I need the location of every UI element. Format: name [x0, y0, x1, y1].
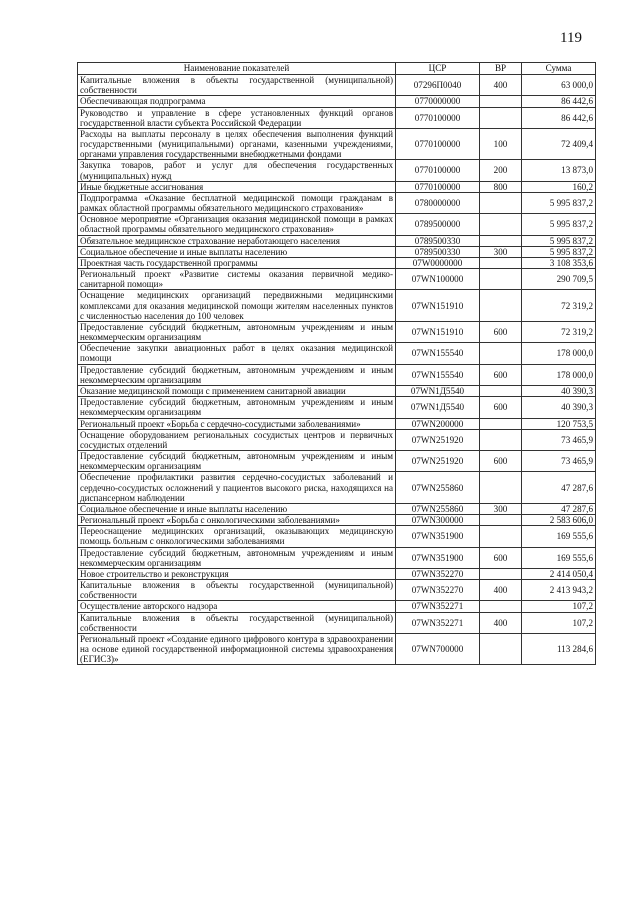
table-row: [78, 472, 596, 504]
cell-vr: [480, 385, 522, 396]
cell-name: Предоставление субсидий бюджетным, автономным учреждениям и иным некоммерческим организациям: [78, 547, 396, 568]
cell-sum: 2 414 050,4: [522, 568, 596, 579]
table-row: [78, 451, 596, 472]
cell-vr: [480, 601, 522, 612]
cell-csr: 07WN255860: [396, 503, 480, 514]
cell-sum: 3 108 353,6: [522, 257, 596, 268]
cell-name: Оснащение медицинских организаций передвижными медицинскими комплексами для оказания медицинской помощи жителям населенных пунктов с численностью населения до 100 человек: [78, 290, 396, 322]
cell-vr: 400: [480, 75, 522, 96]
cell-vr: 100: [480, 128, 522, 160]
budget-table: [77, 62, 596, 665]
cell-sum: 178 000,0: [522, 343, 596, 364]
cell-csr: 07WN1Д5540: [396, 397, 480, 418]
cell-name: Оказание медицинской помощи с применением санитарной авиации: [78, 385, 396, 396]
cell-name: Обязательное медицинское страхование неработающего населения: [78, 235, 396, 246]
cell-csr: 07WN251920: [396, 429, 480, 450]
cell-vr: [480, 568, 522, 579]
cell-name: Подпрограмма «Оказание бесплатной медицинской помощи гражданам в рамках областной программы обязательного медицинского страхования»: [78, 192, 396, 213]
cell-name: Предоставление субсидий бюджетным, автономным учреждениям и иным некоммерческим организациям: [78, 364, 396, 385]
cell-name: Иные бюджетные ассигнования: [78, 181, 396, 192]
cell-name: Расходы на выплаты персоналу в целях обеспечения выполнения функций государственными (муниципальными) органами, казенными учреждениями, органами управления государственными внебюджетными фондами: [78, 128, 396, 160]
cell-csr: 07WN151910: [396, 321, 480, 342]
cell-vr: [480, 526, 522, 547]
cell-sum: 40 390,3: [522, 385, 596, 396]
cell-vr: 600: [480, 321, 522, 342]
cell-name: Капитальные вложения в объекты государственной (муниципальной) собственности: [78, 612, 396, 633]
cell-sum: 107,2: [522, 612, 596, 633]
cell-name: Обеспечение закупки авиационных работ в целях оказания медицинской помощи: [78, 343, 396, 364]
table-row: [78, 107, 596, 128]
cell-sum: 47 287,6: [522, 503, 596, 514]
cell-sum: 2 413 943,2: [522, 580, 596, 601]
cell-name: Оснащение оборудованием региональных сосудистых центров и первичных сосудистых отделений: [78, 429, 396, 450]
cell-csr: 07WN255860: [396, 472, 480, 504]
table-row: [78, 181, 596, 192]
cell-name: Капитальные вложения в объекты государственной (муниципальной) собственности: [78, 580, 396, 601]
cell-csr: 0770100000: [396, 160, 480, 181]
cell-csr: 07WN151910: [396, 290, 480, 322]
cell-csr: 0770100000: [396, 107, 480, 128]
cell-vr: 600: [480, 451, 522, 472]
table-row: [78, 192, 596, 213]
cell-vr: [480, 235, 522, 246]
cell-sum: 120 753,5: [522, 418, 596, 429]
cell-name: Региональный проект «Создание единого цифрового контура в здравоохранении на основе единой государственной информационной системы здравоохранения (ЕГИСЗ)»: [78, 633, 396, 665]
table-row: [78, 321, 596, 342]
cell-sum: 40 390,3: [522, 397, 596, 418]
cell-sum: 13 873,0: [522, 160, 596, 181]
cell-vr: [480, 290, 522, 322]
cell-sum: 5 995 837,2: [522, 214, 596, 235]
table-row: [78, 633, 596, 665]
cell-csr: 07WN155540: [396, 343, 480, 364]
table-row: [78, 128, 596, 160]
cell-sum: 86 442,6: [522, 107, 596, 128]
cell-csr: 0789500330: [396, 246, 480, 257]
cell-sum: 290 709,5: [522, 269, 596, 290]
table-row: [78, 96, 596, 107]
table-row: [78, 235, 596, 246]
cell-name: Закупка товаров, работ и услуг для обеспечения государственных (муниципальных) нужд: [78, 160, 396, 181]
cell-csr: 07WN352270: [396, 568, 480, 579]
table-row: [78, 246, 596, 257]
cell-sum: 63 000,0: [522, 75, 596, 96]
cell-vr: [480, 472, 522, 504]
cell-csr: 0770000000: [396, 96, 480, 107]
cell-csr: 07296П0040: [396, 75, 480, 96]
cell-sum: 47 287,6: [522, 472, 596, 504]
cell-vr: 600: [480, 397, 522, 418]
cell-vr: [480, 257, 522, 268]
cell-sum: 72 319,2: [522, 321, 596, 342]
cell-name: Предоставление субсидий бюджетным, автономным учреждениям и иным некоммерческим организациям: [78, 321, 396, 342]
table-row: [78, 515, 596, 526]
cell-sum: 107,2: [522, 601, 596, 612]
cell-vr: [480, 269, 522, 290]
table-row: [78, 364, 596, 385]
cell-name: Основное мероприятие «Организация оказания медицинской помощи в рамках областной программы обязательного медицинского страхования»: [78, 214, 396, 235]
cell-vr: 300: [480, 246, 522, 257]
cell-vr: [480, 429, 522, 450]
cell-csr: 0770100000: [396, 181, 480, 192]
cell-sum: 5 995 837,2: [522, 246, 596, 257]
cell-csr: 07WN351900: [396, 526, 480, 547]
cell-name: Социальное обеспечение и иные выплаты населению: [78, 503, 396, 514]
cell-csr: 07WN352271: [396, 601, 480, 612]
cell-vr: 600: [480, 364, 522, 385]
cell-sum: 5 995 837,2: [522, 192, 596, 213]
cell-csr: 07WN100000: [396, 269, 480, 290]
header-name: Наименование показателей: [78, 63, 396, 75]
table-row: [78, 612, 596, 633]
cell-csr: 07WN352270: [396, 580, 480, 601]
cell-csr: 0789500330: [396, 235, 480, 246]
cell-csr: 07WN155540: [396, 364, 480, 385]
cell-vr: [480, 214, 522, 235]
cell-name: Руководство и управление в сфере установленных функций органов государственной власти субъекта Российской Федерации: [78, 107, 396, 128]
cell-csr: 0789500000: [396, 214, 480, 235]
header-sum: Сумма: [522, 63, 596, 75]
cell-csr: 07W0000000: [396, 257, 480, 268]
cell-vr: [480, 192, 522, 213]
cell-sum: 113 284,6: [522, 633, 596, 665]
cell-name: Осуществление авторского надзора: [78, 601, 396, 612]
cell-csr: 0780000000: [396, 192, 480, 213]
cell-name: Обеспечивающая подпрограмма: [78, 96, 396, 107]
table-row: [78, 269, 596, 290]
cell-vr: 400: [480, 612, 522, 633]
cell-sum: 160,2: [522, 181, 596, 192]
page-number: 119: [560, 30, 582, 46]
cell-csr: 0770100000: [396, 128, 480, 160]
table-row: [78, 580, 596, 601]
cell-sum: 5 995 837,2: [522, 235, 596, 246]
cell-name: Переоснащение медицинских организаций, оказывающих медицинскую помощь больным с онкологическими заболеваниями: [78, 526, 396, 547]
cell-name: Региональный проект «Борьба с онкологическими заболеваниями»: [78, 515, 396, 526]
table-header-row: [78, 63, 596, 75]
header-csr: ЦСР: [396, 63, 480, 75]
cell-csr: 07WN700000: [396, 633, 480, 665]
cell-vr: 400: [480, 580, 522, 601]
table-row: [78, 429, 596, 450]
cell-name: Региональный проект «Борьба с сердечно-сосудистыми заболеваниями»: [78, 418, 396, 429]
cell-name: Капитальные вложения в объекты государственной (муниципальной) собственности: [78, 75, 396, 96]
table-row: [78, 526, 596, 547]
cell-sum: 169 555,6: [522, 526, 596, 547]
cell-name: Социальное обеспечение и иные выплаты населению: [78, 246, 396, 257]
cell-sum: 2 583 606,0: [522, 515, 596, 526]
cell-sum: 73 465,9: [522, 451, 596, 472]
cell-name: Обеспечение профилактики развития сердечно-сосудистых заболеваний и сердечно-сосудистых осложнений у пациентов высокого риска, находящихся на диспансерном наблюдении: [78, 472, 396, 504]
cell-vr: 800: [480, 181, 522, 192]
cell-name: Региональный проект «Развитие системы оказания первичной медико-санитарной помощи»: [78, 269, 396, 290]
table-row: [78, 418, 596, 429]
cell-vr: [480, 418, 522, 429]
cell-sum: 178 000,0: [522, 364, 596, 385]
table-row: [78, 75, 596, 96]
table-row: [78, 397, 596, 418]
cell-csr: 07WN351900: [396, 547, 480, 568]
cell-sum: 73 465,9: [522, 429, 596, 450]
cell-sum: 169 555,6: [522, 547, 596, 568]
cell-name: Предоставление субсидий бюджетным, автономным учреждениям и иным некоммерческим организациям: [78, 451, 396, 472]
cell-csr: 07WN251920: [396, 451, 480, 472]
cell-name: Предоставление субсидий бюджетным, автономным учреждениям и иным некоммерческим организациям: [78, 397, 396, 418]
table-row: [78, 160, 596, 181]
cell-name: Новое строительство и реконструкция: [78, 568, 396, 579]
cell-vr: [480, 96, 522, 107]
cell-sum: 72 319,2: [522, 290, 596, 322]
cell-vr: [480, 107, 522, 128]
cell-csr: 07WN200000: [396, 418, 480, 429]
header-vr: ВР: [480, 63, 522, 75]
table-row: [78, 601, 596, 612]
cell-vr: [480, 633, 522, 665]
cell-vr: 600: [480, 547, 522, 568]
table-row: [78, 385, 596, 396]
cell-vr: [480, 343, 522, 364]
cell-csr: 07WN300000: [396, 515, 480, 526]
cell-sum: 86 442,6: [522, 96, 596, 107]
cell-vr: 200: [480, 160, 522, 181]
table-row: [78, 503, 596, 514]
cell-vr: 300: [480, 503, 522, 514]
cell-csr: 07WN1Д5540: [396, 385, 480, 396]
table-row: [78, 214, 596, 235]
table-row: [78, 290, 596, 322]
cell-name: Проектная часть государственной программы: [78, 257, 396, 268]
cell-sum: 72 409,4: [522, 128, 596, 160]
table-row: [78, 257, 596, 268]
table-row: [78, 547, 596, 568]
cell-csr: 07WN352271: [396, 612, 480, 633]
table-row: [78, 568, 596, 579]
table-row: [78, 343, 596, 364]
cell-vr: [480, 515, 522, 526]
